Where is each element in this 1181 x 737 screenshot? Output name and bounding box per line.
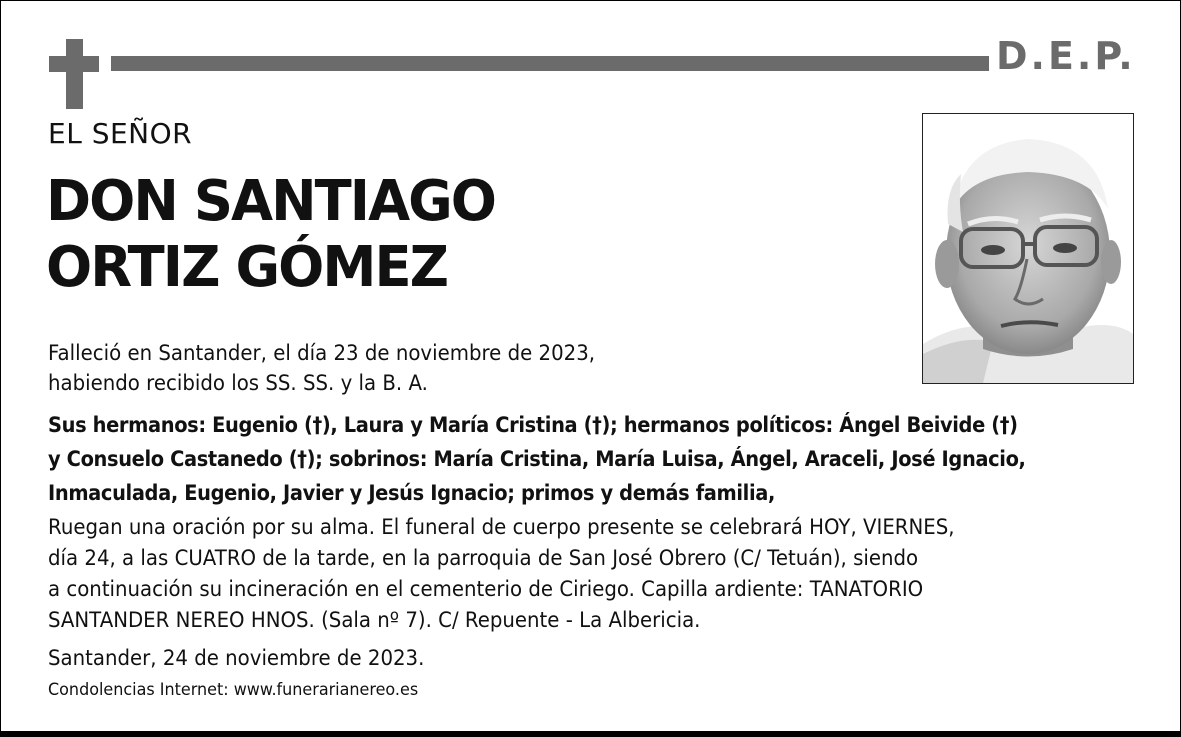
deceased-name <box>46 169 495 301</box>
service-line: Ruegan una oración por su alma. El funeral de cuerpo presente se celebrará HOY, VIERNES, <box>48 515 955 539</box>
family-line: y Consuelo Castanedo (†); sobrinos: María Cristina, María Luisa, Ángel, Araceli, José Ignacio, <box>48 447 1026 471</box>
family-line: Inmaculada, Eugenio, Javier y Jesús Ignacio; primos y demás familia, <box>48 481 775 505</box>
death-line-2: habiendo recibido los SS. SS. y la B. A. <box>48 371 428 395</box>
portrait-photo <box>922 113 1134 384</box>
cross-icon <box>66 39 83 109</box>
death-statement <box>48 338 595 398</box>
place-date: Santander, 24 de noviembre de 2023. <box>48 646 425 670</box>
name-line-1: DON SANTIAGO <box>46 169 496 234</box>
honorific: EL SEÑOR <box>48 117 193 150</box>
family-list <box>48 408 1112 510</box>
service-details <box>48 512 955 636</box>
dep-label: D.E.P. <box>996 34 1136 78</box>
death-line-1: Falleció en Santander, el día 23 de noviembre de 2023, <box>48 341 596 365</box>
condolences-link: Condolencias Internet: www.funerarianereo.es <box>48 680 419 700</box>
service-line: a continuación su incineración en el cementerio de Ciriego. Capilla ardiente: TANATORIO <box>48 577 924 601</box>
family-line: Sus hermanos: Eugenio (†), Laura y María Cristina (†); hermanos políticos: Ángel Beivide (†) <box>48 413 1018 437</box>
name-line-2: ORTIZ GÓMEZ <box>46 235 448 300</box>
cross-icon-bar <box>49 56 99 72</box>
header-rule <box>111 56 989 71</box>
service-line: SANTANDER NEREO HNOS. (Sala nº 7). C/ Repuente - La Albericia. <box>48 608 701 632</box>
service-line: día 24, a las CUATRO de la tarde, en la parroquia de San José Obrero (C/ Tetuán), siendo <box>48 546 919 570</box>
portrait-image <box>923 114 1133 383</box>
